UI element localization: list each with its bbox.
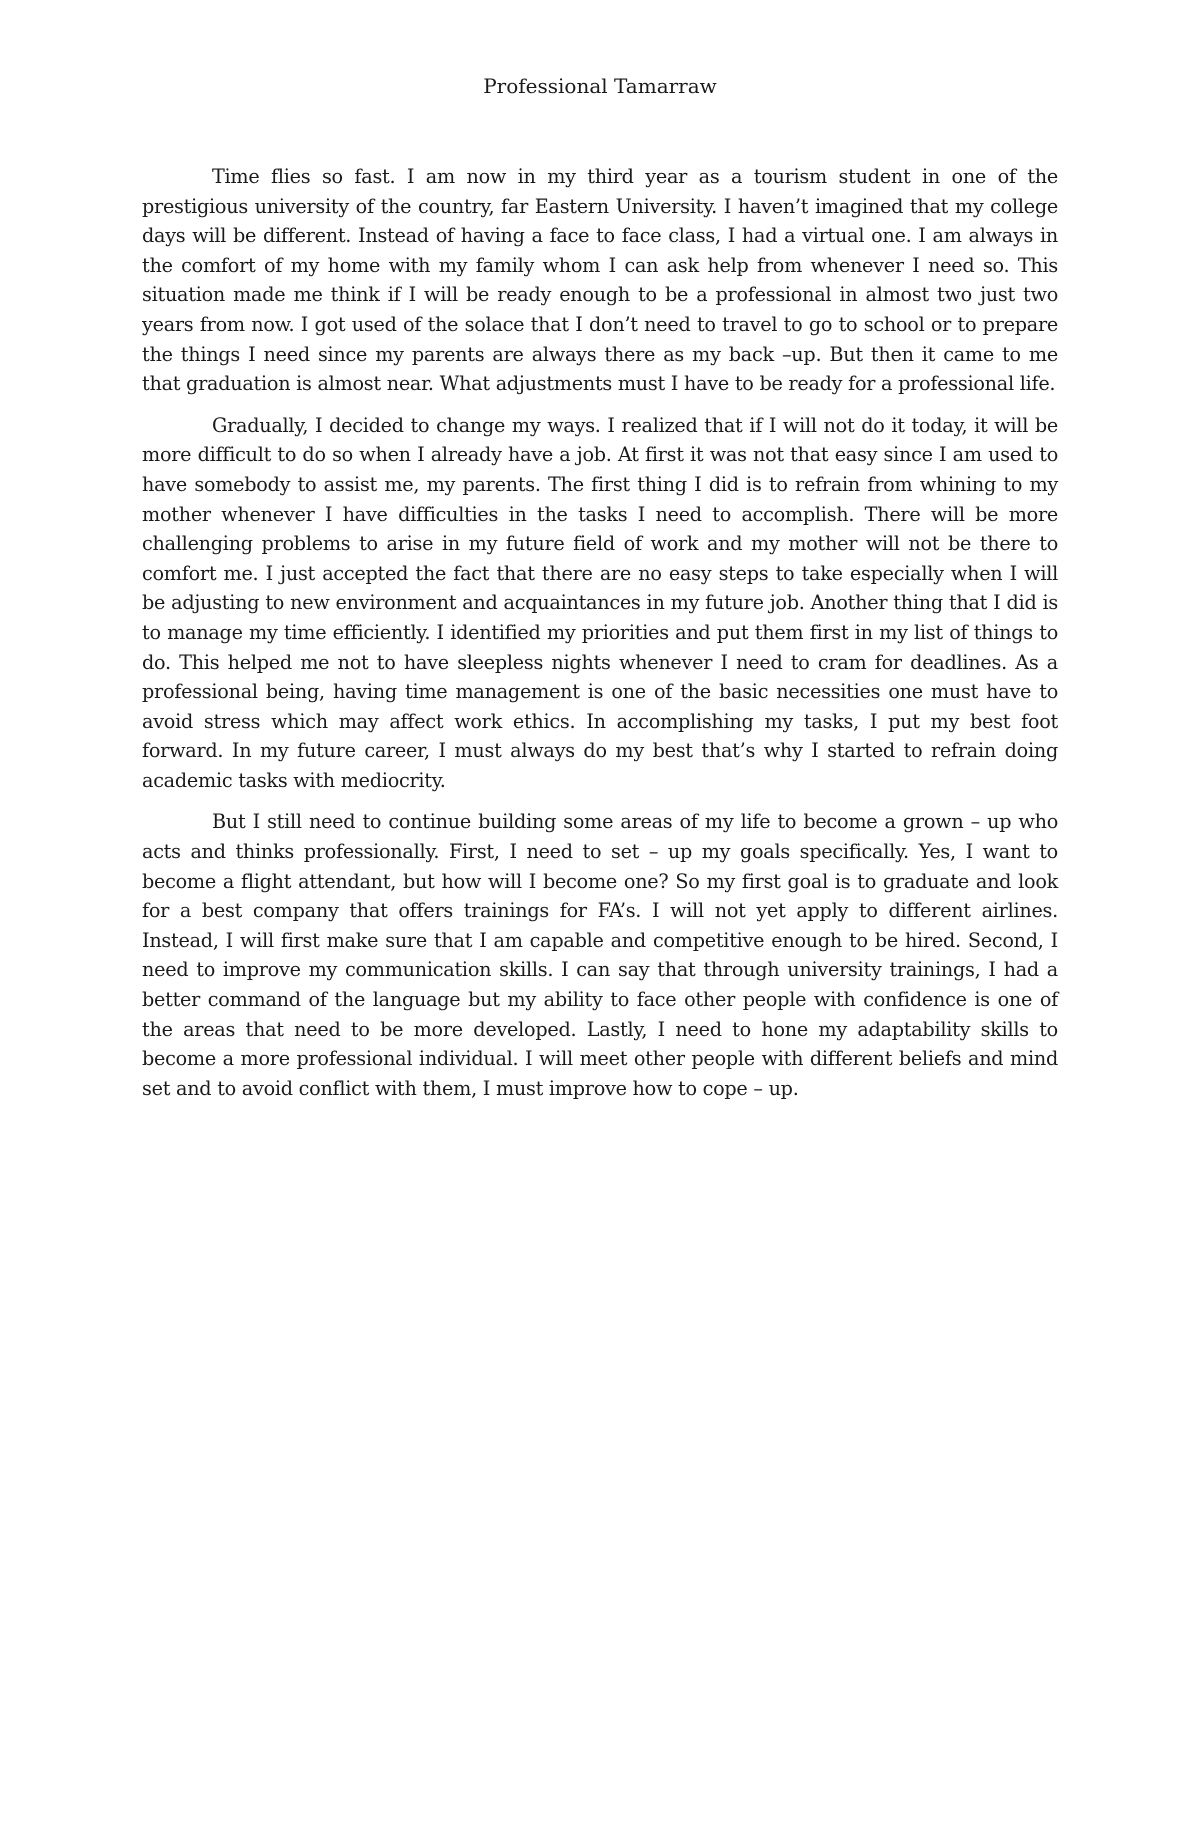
- paragraph-3: But I still need to continue building some areas of my life to become a grown – up who acts and thinks professionally. First, I need to set – up my goals specifically. Yes, I want to become a flight attendant, but how will I become one? So my first goal is to graduate and look for a best company that offers trainings for FA’s. I will not yet apply to different airlines. Instead, I will first make sure that I am capable and competitive enough to be hired. Second, I need to improve my communication skills. I can say that through university trainings, I had a better command of the language but my ability to face other people with confidence is one of the areas that need to be more developed. Lastly, I need to hone my adaptability skills to become a more professional individual. I will meet other people with different beliefs and mind set and to avoid conflict with them, I must improve how to cope – up.: [142, 810, 1058, 1100]
- document-body: [142, 162, 1058, 1115]
- document-title: Professional Tamarraw: [483, 74, 717, 98]
- paragraph-1: Time flies so fast. I am now in my third year as a tourism student in one of the prestigious university of the country, far Eastern University. I haven’t imagined that my college days will be different. Instead of having a face to face class, I had a virtual one. I am always in the comfort of my home with my family whom I can ask help from whenever I need so. This situation made me think if I will be ready enough to be a professional in almost two just two years from now. I got used of the solace that I don’t need to travel to go to school or to prepare the things I need since my parents are always there as my back –up. But then it came to me that graduation is almost near. What adjustments must I have to be ready for a professional life.: [142, 165, 1058, 396]
- paragraph-2: Gradually, I decided to change my ways. I realized that if I will not do it today, it will be more difficult to do so when I already have a job. At first it was not that easy since I am used to have somebody to assist me, my parents. The first thing I did is to refrain from whining to my mother whenever I have difficulties in the tasks I need to accomplish. There will be more challenging problems to arise in my future field of work and my mother will not be there to comfort me. I just accepted the fact that there are no easy steps to take especially when I will be adjusting to new environment and acquaintances in my future job. Another thing that I did is to manage my time efficiently. I identified my priorities and put them first in my list of things to do. This helped me not to have sleepless nights whenever I need to cram for deadlines. As a professional being, having time management is one of the basic necessities one must have to avoid stress which may affect work ethics. In accomplishing my tasks, I put my best foot forward. In my future career, I must always do my best that’s why I started to refrain doing academic tasks with mediocrity.: [142, 413, 1058, 792]
